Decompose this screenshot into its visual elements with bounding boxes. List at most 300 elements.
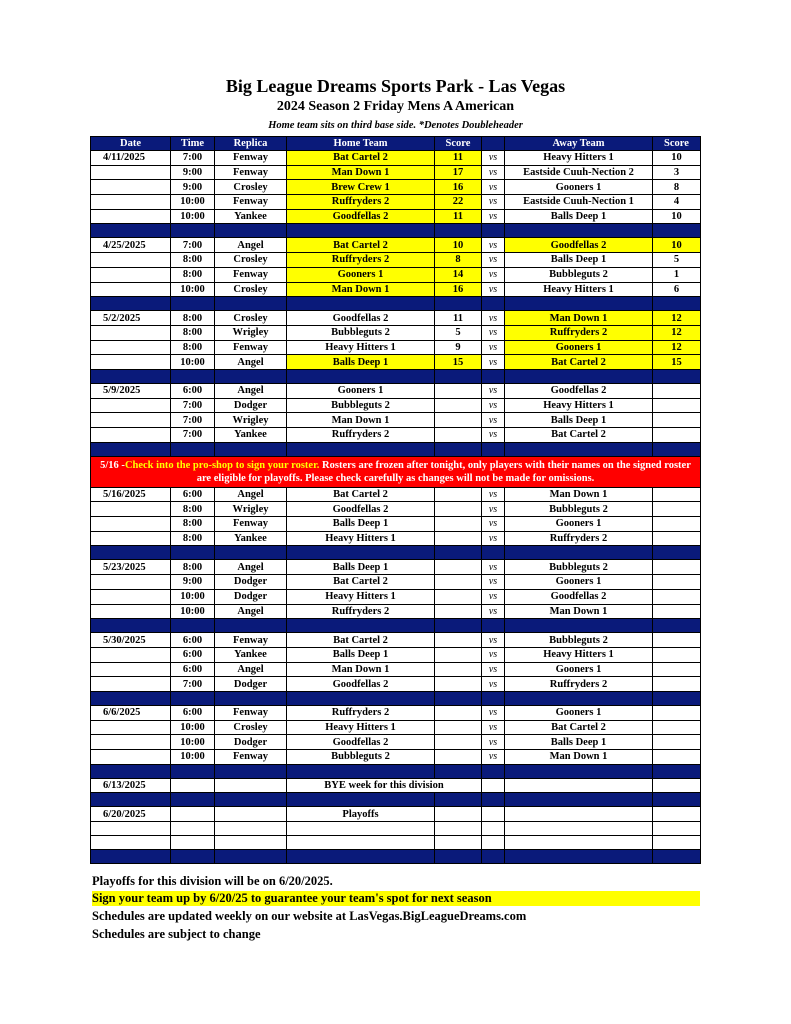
vs-label: vs [482, 180, 505, 195]
home-team: Gooners 1 [287, 383, 435, 398]
separator-cell [482, 297, 505, 311]
separator-cell [653, 546, 701, 560]
home-team: Balls Deep 1 [287, 647, 435, 662]
separator-cell [215, 764, 287, 778]
game-row [91, 531, 701, 546]
away-team: Man Down 1 [505, 750, 653, 765]
separator-cell [215, 369, 287, 383]
game-time: 10:00 [171, 735, 215, 750]
away-team: Man Down 1 [505, 487, 653, 502]
separator-cell [91, 224, 171, 238]
game-time: 10:00 [171, 604, 215, 619]
empty-cell [91, 836, 171, 850]
vs-label: vs [482, 195, 505, 210]
separator-cell [435, 691, 482, 705]
home-team: Bat Cartel 2 [287, 575, 435, 590]
week-separator [91, 546, 701, 560]
away-score [653, 750, 701, 765]
empty-row [91, 836, 701, 850]
game-time: 7:00 [171, 398, 215, 413]
away-team: Gooners 1 [505, 180, 653, 195]
game-date [91, 325, 171, 340]
away-team: Eastside Cuuh-Nection 2 [505, 165, 653, 180]
vs-label: vs [482, 662, 505, 677]
game-replica: Crosley [215, 282, 287, 297]
separator-cell [482, 224, 505, 238]
away-score: 12 [653, 311, 701, 326]
game-replica: Yankee [215, 647, 287, 662]
separator-cell [435, 369, 482, 383]
separator-cell [91, 764, 171, 778]
vs-label: vs [482, 633, 505, 648]
separator-cell [287, 369, 435, 383]
separator-cell [482, 442, 505, 456]
away-team: Gooners 1 [505, 662, 653, 677]
footer-playoffs-note: Playoffs for this division will be on 6/20/2025. [92, 874, 333, 888]
empty-cell [482, 778, 505, 793]
week-separator [91, 764, 701, 778]
column-header-away-score: Score [653, 137, 701, 151]
game-replica: Dodger [215, 589, 287, 604]
home-team: Bubbleguts 2 [287, 325, 435, 340]
game-row [91, 267, 701, 282]
home-team: Bubbleguts 2 [287, 750, 435, 765]
separator-cell [287, 764, 435, 778]
away-score: 10 [653, 151, 701, 166]
home-score [435, 575, 482, 590]
game-row [91, 428, 701, 443]
home-team: Gooners 1 [287, 267, 435, 282]
separator-cell [482, 793, 505, 807]
vs-label: vs [482, 735, 505, 750]
vs-label: vs [482, 428, 505, 443]
playoffs-text: Playoffs [287, 807, 435, 822]
game-date: 4/11/2025 [91, 151, 171, 166]
game-date: 5/9/2025 [91, 383, 171, 398]
vs-label: vs [482, 604, 505, 619]
footer-signup-note: Sign your team up by 6/20/25 to guarantee your team's spot for next season [92, 891, 700, 906]
column-header-time: Time [171, 137, 215, 151]
game-replica: Fenway [215, 267, 287, 282]
game-time: 6:00 [171, 383, 215, 398]
game-time: 7:00 [171, 428, 215, 443]
empty-cell [215, 836, 287, 850]
game-date [91, 195, 171, 210]
game-date [91, 267, 171, 282]
separator-cell [287, 224, 435, 238]
game-time: 8:00 [171, 253, 215, 268]
game-date [91, 647, 171, 662]
separator-cell [171, 546, 215, 560]
home-team: Bat Cartel 2 [287, 487, 435, 502]
separator-cell [505, 793, 653, 807]
game-row [91, 487, 701, 502]
game-row [91, 750, 701, 765]
home-score: 10 [435, 238, 482, 253]
separator-cell [482, 691, 505, 705]
vs-label: vs [482, 311, 505, 326]
game-row [91, 575, 701, 590]
away-score: 6 [653, 282, 701, 297]
away-team: Balls Deep 1 [505, 209, 653, 224]
home-team: Balls Deep 1 [287, 517, 435, 532]
game-time: 7:00 [171, 151, 215, 166]
game-replica: Yankee [215, 428, 287, 443]
game-row [91, 662, 701, 677]
game-time: 10:00 [171, 720, 215, 735]
home-team: Bat Cartel 2 [287, 151, 435, 166]
away-team: Gooners 1 [505, 705, 653, 720]
game-replica: Angel [215, 604, 287, 619]
away-team: Ruffryders 2 [505, 531, 653, 546]
game-row [91, 383, 701, 398]
away-score [653, 398, 701, 413]
game-replica: Crosley [215, 253, 287, 268]
game-time: 10:00 [171, 195, 215, 210]
week-separator [91, 793, 701, 807]
empty-cell [215, 822, 287, 836]
vs-label: vs [482, 253, 505, 268]
empty-cell [171, 807, 215, 822]
game-row [91, 151, 701, 166]
separator-cell [215, 297, 287, 311]
vs-label: vs [482, 705, 505, 720]
home-team: Heavy Hitters 1 [287, 589, 435, 604]
separator-cell [91, 369, 171, 383]
away-team: Eastside Cuuh-Nection 1 [505, 195, 653, 210]
empty-cell [435, 822, 482, 836]
away-team: Goodfellas 2 [505, 589, 653, 604]
game-date [91, 677, 171, 692]
game-time: 7:00 [171, 238, 215, 253]
away-score: 12 [653, 325, 701, 340]
game-time: 8:00 [171, 340, 215, 355]
bye-date: 6/13/2025 [91, 778, 171, 793]
game-row [91, 195, 701, 210]
game-date [91, 589, 171, 604]
vs-label: vs [482, 282, 505, 297]
separator-cell [171, 691, 215, 705]
home-score [435, 662, 482, 677]
home-score: 11 [435, 209, 482, 224]
home-team: Goodfellas 2 [287, 502, 435, 517]
empty-cell [505, 778, 653, 793]
home-team: Ruffryders 2 [287, 604, 435, 619]
game-date [91, 398, 171, 413]
game-row [91, 517, 701, 532]
away-team: Bubbleguts 2 [505, 560, 653, 575]
game-row [91, 238, 701, 253]
game-replica: Fenway [215, 705, 287, 720]
separator-cell [287, 691, 435, 705]
game-row [91, 604, 701, 619]
game-replica: Fenway [215, 517, 287, 532]
separator-cell [653, 619, 701, 633]
home-score: 9 [435, 340, 482, 355]
separator-cell [215, 691, 287, 705]
game-row [91, 720, 701, 735]
away-score [653, 662, 701, 677]
column-header-home-score: Score [435, 137, 482, 151]
away-score: 15 [653, 355, 701, 370]
home-score: 14 [435, 267, 482, 282]
away-team: Bat Cartel 2 [505, 720, 653, 735]
separator-cell [171, 369, 215, 383]
home-score [435, 720, 482, 735]
separator-cell [435, 546, 482, 560]
separator-cell [482, 619, 505, 633]
empty-cell [482, 822, 505, 836]
game-time: 6:00 [171, 633, 215, 648]
vs-label: vs [482, 383, 505, 398]
schedule-table [90, 136, 701, 864]
separator-cell [215, 224, 287, 238]
home-score: 22 [435, 195, 482, 210]
game-replica: Angel [215, 238, 287, 253]
game-date [91, 355, 171, 370]
game-row [91, 633, 701, 648]
separator-cell [215, 546, 287, 560]
empty-cell [435, 836, 482, 850]
home-team: Bat Cartel 2 [287, 238, 435, 253]
away-team: Bubbleguts 2 [505, 267, 653, 282]
home-score [435, 517, 482, 532]
bye-row [91, 778, 701, 793]
roster-notice-text [91, 456, 701, 487]
home-team: Goodfellas 2 [287, 677, 435, 692]
home-team: Ruffryders 2 [287, 195, 435, 210]
empty-cell [505, 822, 653, 836]
vs-label: vs [482, 560, 505, 575]
separator-cell [435, 224, 482, 238]
separator-cell [505, 297, 653, 311]
home-score: 5 [435, 325, 482, 340]
away-score [653, 531, 701, 546]
separator-cell [505, 546, 653, 560]
separator-cell [215, 619, 287, 633]
empty-cell [91, 822, 171, 836]
game-date [91, 517, 171, 532]
roster-notice [91, 456, 701, 487]
home-team: Bubbleguts 2 [287, 398, 435, 413]
game-date [91, 180, 171, 195]
game-replica: Fenway [215, 151, 287, 166]
game-row [91, 502, 701, 517]
notice-prefix: 5/16 - [100, 459, 125, 471]
game-row [91, 311, 701, 326]
away-score [653, 560, 701, 575]
game-time: 6:00 [171, 662, 215, 677]
page-subtitle: 2024 Season 2 Friday Mens A American [276, 99, 515, 114]
away-score [653, 705, 701, 720]
vs-label: vs [482, 165, 505, 180]
vs-label: vs [482, 575, 505, 590]
away-team: Balls Deep 1 [505, 735, 653, 750]
week-separator [91, 369, 701, 383]
footer-website-note: Schedules are updated weekly on our website at LasVegas.BigLeagueDreams.com [92, 909, 527, 923]
game-time: 10:00 [171, 282, 215, 297]
empty-cell [653, 778, 701, 793]
game-time: 7:00 [171, 677, 215, 692]
game-replica: Dodger [215, 677, 287, 692]
away-score: 10 [653, 209, 701, 224]
game-replica: Fenway [215, 633, 287, 648]
separator-cell [482, 764, 505, 778]
game-replica: Yankee [215, 209, 287, 224]
game-replica: Wrigley [215, 413, 287, 428]
away-team: Bat Cartel 2 [505, 355, 653, 370]
game-time: 10:00 [171, 209, 215, 224]
footer-disclaimer: Schedules are subject to change [92, 927, 261, 941]
game-replica: Angel [215, 487, 287, 502]
column-header-date: Date [91, 137, 171, 151]
week-separator [91, 691, 701, 705]
home-team: Heavy Hitters 1 [287, 720, 435, 735]
empty-cell [505, 836, 653, 850]
game-date [91, 413, 171, 428]
game-replica: Angel [215, 383, 287, 398]
week-separator [91, 442, 701, 456]
away-score: 1 [653, 267, 701, 282]
away-score [653, 383, 701, 398]
vs-label: vs [482, 502, 505, 517]
home-score: 16 [435, 282, 482, 297]
away-team: Ruffryders 2 [505, 325, 653, 340]
game-date: 5/2/2025 [91, 311, 171, 326]
separator-cell [287, 619, 435, 633]
game-time: 8:00 [171, 517, 215, 532]
home-score [435, 647, 482, 662]
game-row [91, 180, 701, 195]
separator-cell [505, 619, 653, 633]
home-team: Heavy Hitters 1 [287, 531, 435, 546]
game-row [91, 165, 701, 180]
away-score [653, 428, 701, 443]
home-team: Brew Crew 1 [287, 180, 435, 195]
game-date [91, 428, 171, 443]
game-row [91, 677, 701, 692]
vs-label: vs [482, 517, 505, 532]
vs-label: vs [482, 487, 505, 502]
separator-cell [505, 224, 653, 238]
home-score: 11 [435, 311, 482, 326]
empty-cell [171, 822, 215, 836]
game-date [91, 340, 171, 355]
playoffs-row [91, 807, 701, 822]
game-time: 8:00 [171, 311, 215, 326]
away-score [653, 647, 701, 662]
separator-cell [171, 619, 215, 633]
home-score [435, 502, 482, 517]
vs-label: vs [482, 355, 505, 370]
empty-cell [505, 807, 653, 822]
game-date: 5/30/2025 [91, 633, 171, 648]
separator-cell [435, 442, 482, 456]
game-time: 6:00 [171, 487, 215, 502]
separator-cell [505, 369, 653, 383]
bye-text: BYE week for this division [287, 778, 482, 793]
away-team: Heavy Hitters 1 [505, 151, 653, 166]
game-row [91, 398, 701, 413]
empty-cell [171, 836, 215, 850]
game-row [91, 560, 701, 575]
game-time: 8:00 [171, 531, 215, 546]
empty-cell [215, 807, 287, 822]
home-team: Balls Deep 1 [287, 560, 435, 575]
separator-cell [505, 442, 653, 456]
away-team: Balls Deep 1 [505, 253, 653, 268]
separator-cell [91, 297, 171, 311]
away-score [653, 502, 701, 517]
home-score: 11 [435, 151, 482, 166]
home-team: Man Down 1 [287, 165, 435, 180]
separator-cell [482, 369, 505, 383]
separator-cell [435, 850, 482, 864]
game-time: 6:00 [171, 705, 215, 720]
game-date: 6/6/2025 [91, 705, 171, 720]
game-time: 10:00 [171, 355, 215, 370]
separator-cell [482, 850, 505, 864]
separator-cell [653, 764, 701, 778]
game-replica: Dodger [215, 735, 287, 750]
game-date [91, 209, 171, 224]
empty-cell [287, 822, 435, 836]
week-separator [91, 297, 701, 311]
separator-cell [505, 850, 653, 864]
away-score [653, 517, 701, 532]
away-team: Gooners 1 [505, 517, 653, 532]
column-header-vs [482, 137, 505, 151]
home-score [435, 413, 482, 428]
away-score [653, 413, 701, 428]
away-score [653, 604, 701, 619]
game-date [91, 165, 171, 180]
game-time: 6:00 [171, 647, 215, 662]
separator-cell [653, 224, 701, 238]
game-date [91, 502, 171, 517]
separator-cell [287, 850, 435, 864]
vs-label: vs [482, 531, 505, 546]
separator-cell [435, 619, 482, 633]
empty-cell [171, 778, 215, 793]
game-date [91, 750, 171, 765]
away-team: Heavy Hitters 1 [505, 282, 653, 297]
game-replica: Fenway [215, 165, 287, 180]
empty-cell [215, 778, 287, 793]
home-score [435, 383, 482, 398]
away-score: 12 [653, 340, 701, 355]
home-score [435, 531, 482, 546]
page-title: Big League Dreams Sports Park - Las Vegas [225, 76, 566, 96]
empty-cell [653, 822, 701, 836]
column-header-away-team: Away Team [505, 137, 653, 151]
vs-label: vs [482, 151, 505, 166]
home-score: 15 [435, 355, 482, 370]
home-score [435, 735, 482, 750]
game-time: 9:00 [171, 180, 215, 195]
game-date [91, 253, 171, 268]
separator-cell [215, 793, 287, 807]
separator-cell [171, 297, 215, 311]
game-row [91, 705, 701, 720]
game-row [91, 209, 701, 224]
game-row [91, 413, 701, 428]
separator-cell [653, 793, 701, 807]
separator-cell [653, 850, 701, 864]
game-time: 9:00 [171, 165, 215, 180]
away-team: Bat Cartel 2 [505, 428, 653, 443]
away-team: Bubbleguts 2 [505, 502, 653, 517]
